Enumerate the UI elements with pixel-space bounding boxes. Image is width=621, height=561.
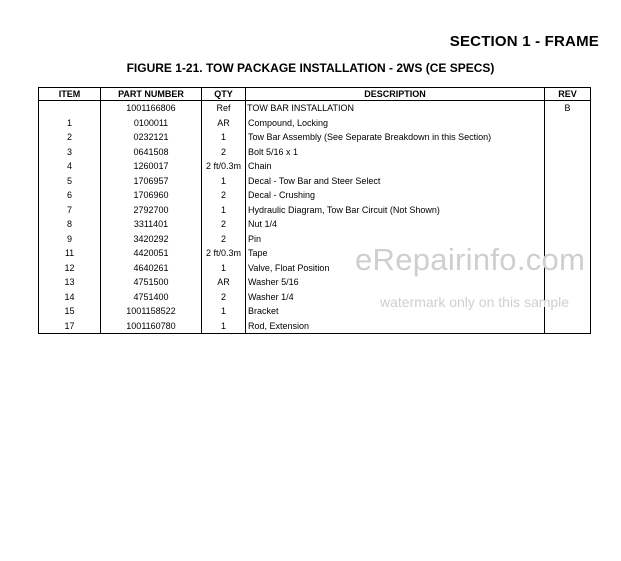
cell-qty: AR — [202, 116, 246, 131]
table-row — [39, 159, 591, 174]
column-header-qty: QTY — [202, 88, 246, 101]
cell-item: 3 — [39, 145, 101, 160]
cell-part-number: 4640261 — [101, 261, 202, 276]
cell-qty: 2 — [202, 188, 246, 203]
cell-rev — [545, 116, 591, 131]
cell-rev — [545, 203, 591, 218]
cell-qty: 2 ft/0.3m — [202, 159, 246, 174]
cell-description: Valve, Float Position — [246, 261, 545, 276]
cell-qty: 2 — [202, 145, 246, 160]
table-row — [39, 116, 591, 131]
column-header-part-number: PART NUMBER — [101, 88, 202, 101]
cell-description: Rod, Extension — [246, 319, 545, 334]
cell-item: 1 — [39, 116, 101, 131]
cell-qty: 1 — [202, 130, 246, 145]
cell-part-number: 1706957 — [101, 174, 202, 189]
cell-part-number: 3420292 — [101, 232, 202, 247]
cell-part-number: 1260017 — [101, 159, 202, 174]
cell-rev — [545, 188, 591, 203]
cell-description: Bracket — [246, 304, 545, 319]
cell-description: Decal - Tow Bar and Steer Select — [246, 174, 545, 189]
cell-item — [39, 101, 101, 116]
cell-part-number: 0100011 — [101, 116, 202, 131]
cell-part-number: 1001158522 — [101, 304, 202, 319]
cell-item: 7 — [39, 203, 101, 218]
watermark-note: watermark only on this sample — [380, 294, 570, 310]
table-row — [39, 174, 591, 189]
cell-part-number: 1001166806 — [101, 101, 202, 116]
cell-item: 6 — [39, 188, 101, 203]
cell-item: 17 — [39, 319, 101, 334]
column-header-description: DESCRIPTION — [246, 88, 545, 101]
table-row — [39, 130, 591, 145]
cell-item: 8 — [39, 217, 101, 232]
cell-qty: 2 — [202, 290, 246, 305]
cell-item: 13 — [39, 275, 101, 290]
cell-item: 9 — [39, 232, 101, 247]
cell-item: 2 — [39, 130, 101, 145]
cell-item: 12 — [39, 261, 101, 276]
cell-rev — [545, 174, 591, 189]
cell-item: 11 — [39, 246, 101, 261]
cell-qty: 1 — [202, 203, 246, 218]
cell-description: Compound, Locking — [246, 116, 545, 131]
cell-rev — [545, 319, 591, 334]
cell-part-number: 3311401 — [101, 217, 202, 232]
cell-description: Washer 5/16 — [246, 275, 545, 290]
cell-rev — [545, 130, 591, 145]
table-header-row — [39, 88, 591, 101]
table-row — [39, 145, 591, 160]
table-row — [39, 319, 591, 334]
cell-qty: Ref — [202, 101, 246, 116]
cell-qty: 2 — [202, 232, 246, 247]
cell-item: 15 — [39, 304, 101, 319]
cell-rev — [545, 159, 591, 174]
section-title: SECTION 1 - FRAME — [449, 33, 599, 50]
watermark-brand: eRepairinfo.com — [355, 242, 586, 277]
column-header-item: ITEM — [39, 88, 101, 101]
cell-description: TOW BAR INSTALLATION — [246, 101, 545, 116]
cell-description: Decal - Crushing — [246, 188, 545, 203]
cell-qty: 2 ft/0.3m — [202, 246, 246, 261]
cell-qty: 1 — [202, 174, 246, 189]
cell-rev — [545, 145, 591, 160]
cell-part-number: 4751500 — [101, 275, 202, 290]
table-row — [39, 203, 591, 218]
cell-rev: B — [545, 101, 591, 116]
figure-title: FIGURE 1-21. TOW PACKAGE INSTALLATION - 2WS (CE SPECS) — [126, 61, 495, 75]
cell-description: Pin — [246, 232, 545, 247]
cell-part-number: 1706960 — [101, 188, 202, 203]
cell-description: Washer 1/4 — [246, 290, 545, 305]
cell-part-number: 4420051 — [101, 246, 202, 261]
cell-rev — [545, 217, 591, 232]
cell-part-number: 0232121 — [101, 130, 202, 145]
table-row — [39, 188, 591, 203]
table-row — [39, 217, 591, 232]
cell-description: Bolt 5/16 x 1 — [246, 145, 545, 160]
cell-part-number: 1001160780 — [101, 319, 202, 334]
cell-item: 5 — [39, 174, 101, 189]
cell-item: 4 — [39, 159, 101, 174]
cell-item: 14 — [39, 290, 101, 305]
cell-part-number: 2792700 — [101, 203, 202, 218]
cell-description: Tape — [246, 246, 545, 261]
cell-qty: 1 — [202, 261, 246, 276]
cell-qty: 1 — [202, 319, 246, 334]
cell-qty: 2 — [202, 217, 246, 232]
cell-part-number: 0641508 — [101, 145, 202, 160]
cell-qty: 1 — [202, 304, 246, 319]
cell-description: Tow Bar Assembly (See Separate Breakdown in this Section) — [246, 130, 545, 145]
column-header-rev: REV — [545, 88, 591, 101]
cell-part-number: 4751400 — [101, 290, 202, 305]
cell-description: Chain — [246, 159, 545, 174]
cell-description: Nut 1/4 — [246, 217, 545, 232]
table-row — [39, 101, 591, 116]
cell-description: Hydraulic Diagram, Tow Bar Circuit (Not Shown) — [246, 203, 545, 218]
cell-qty: AR — [202, 275, 246, 290]
